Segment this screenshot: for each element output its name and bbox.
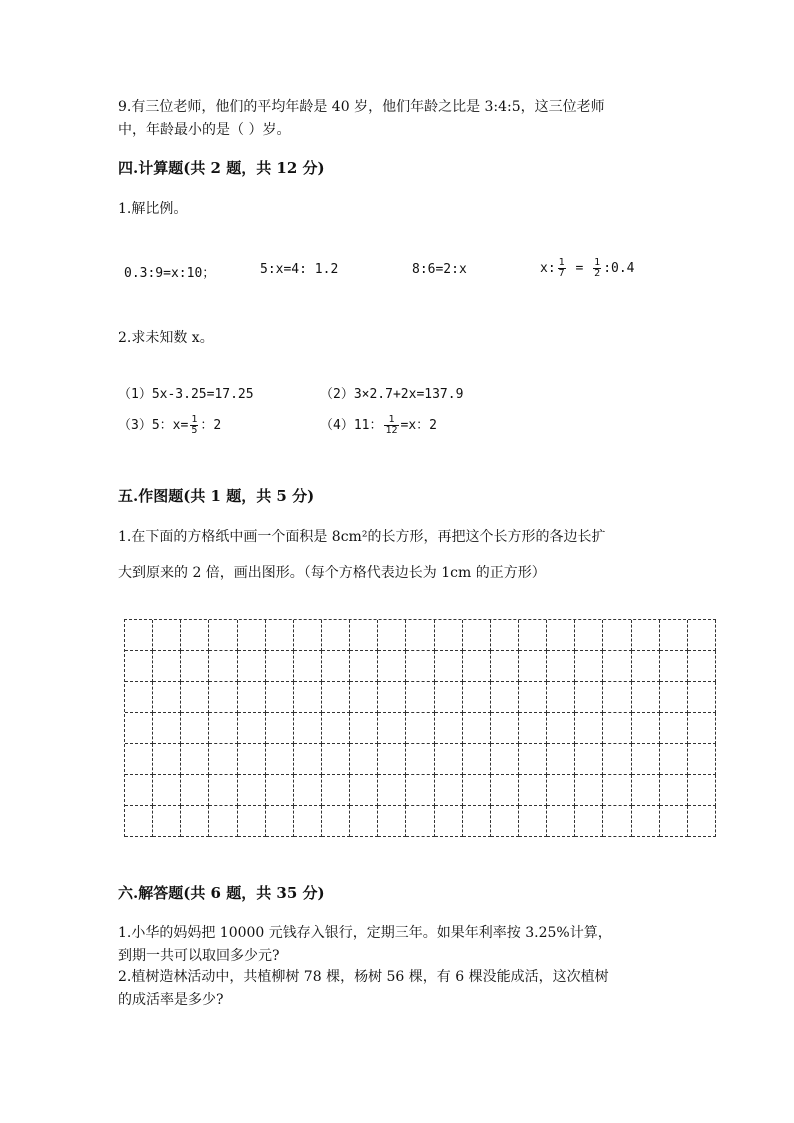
grid-cell xyxy=(660,651,688,682)
grid-cell xyxy=(435,682,463,713)
grid-cell xyxy=(266,806,294,837)
grid-cell xyxy=(632,651,660,682)
grid-cell xyxy=(378,682,406,713)
grid-cell xyxy=(153,651,181,682)
grid-cell xyxy=(350,775,378,806)
grid-cell xyxy=(435,620,463,651)
grid-cell xyxy=(294,620,322,651)
grid-cell xyxy=(603,806,631,837)
grid-cell xyxy=(350,682,378,713)
grid-cell xyxy=(519,620,547,651)
grid-cell xyxy=(294,744,322,775)
grid-cell xyxy=(491,713,519,744)
grid-cell xyxy=(238,713,266,744)
grid-cell xyxy=(266,713,294,744)
grid-cell xyxy=(603,682,631,713)
grid-cell xyxy=(294,713,322,744)
equation-1: （1）5x-3.25=17.25 xyxy=(118,387,254,402)
grid-cell xyxy=(660,713,688,744)
grid-cell xyxy=(519,713,547,744)
grid-cell xyxy=(209,682,237,713)
grid-cell xyxy=(547,713,575,744)
grid-cell xyxy=(378,806,406,837)
grid-cell xyxy=(294,651,322,682)
grid-cell xyxy=(575,651,603,682)
grid-cell xyxy=(632,620,660,651)
grid-cell xyxy=(519,651,547,682)
grid-cell xyxy=(322,744,350,775)
grid-cell xyxy=(125,682,153,713)
fraction: $\frac{1}{5}$ xyxy=(191,414,198,436)
section-6-q2-line-1: 2.植树造林活动中，共植柳树 78 棵，杨树 56 棵，有 6 棵没能成活，这次植树 xyxy=(118,969,609,985)
section-6-q1-line-1: 1.小华的妈妈把 10000 元钱存入银行，定期三年。如果年利率按 3.25%计算， xyxy=(118,925,612,941)
grid-cell xyxy=(209,713,237,744)
grid-cell xyxy=(378,620,406,651)
section-4-q2-title: 2.求未知数 x。 xyxy=(118,330,214,346)
grid-cell xyxy=(350,713,378,744)
grid-cell xyxy=(463,713,491,744)
proportion-1: 0.3:9=x:10； xyxy=(124,266,216,281)
grid-cell xyxy=(181,775,209,806)
grid-cell xyxy=(238,775,266,806)
grid-cell xyxy=(181,682,209,713)
grid-cell xyxy=(238,806,266,837)
grid-cell xyxy=(153,775,181,806)
section-5-q1-line-1: 1.在下面的方格纸中画一个面积是 8cm²的长方形，再把这个长方形的各边长扩 xyxy=(118,529,606,545)
grid-cell xyxy=(378,651,406,682)
grid-cell xyxy=(181,651,209,682)
grid-cell xyxy=(209,806,237,837)
grid-cell xyxy=(603,651,631,682)
grid-cell xyxy=(435,744,463,775)
grid-cell xyxy=(435,806,463,837)
grid-cell xyxy=(632,744,660,775)
section-6-q1-line-2: 到期一共可以取回多少元? xyxy=(118,948,280,964)
grid-cell xyxy=(153,806,181,837)
grid-cell xyxy=(688,744,716,775)
grid-cell xyxy=(688,651,716,682)
grid-cell xyxy=(350,744,378,775)
fraction: $\frac{1}{7}$ xyxy=(558,257,565,279)
grid-cell xyxy=(575,806,603,837)
grid-cell xyxy=(660,806,688,837)
grid-cell xyxy=(575,744,603,775)
grid-cell xyxy=(125,775,153,806)
grid-cell xyxy=(519,775,547,806)
grid-cell xyxy=(660,775,688,806)
grid-cell xyxy=(322,775,350,806)
grid-cell xyxy=(153,713,181,744)
section-6-heading: 六.解答题(共 6 题，共 35 分) xyxy=(118,884,325,902)
grid-cell xyxy=(463,620,491,651)
grid-cell xyxy=(322,806,350,837)
grid-cell xyxy=(350,620,378,651)
grid-cell xyxy=(632,713,660,744)
equation-2: （2）3×2.7+2x=137.9 xyxy=(320,387,464,402)
grid-cell xyxy=(181,806,209,837)
grid-cell xyxy=(491,744,519,775)
question-9-line-2: 中，年龄最小的是（ ）岁。 xyxy=(118,122,291,138)
grid-cell xyxy=(660,682,688,713)
grid-cell xyxy=(266,744,294,775)
grid-cell xyxy=(153,744,181,775)
grid-cell xyxy=(688,620,716,651)
section-6-q2-line-2: 的成活率是多少? xyxy=(118,992,224,1008)
grid-cell xyxy=(519,682,547,713)
grid-cell xyxy=(406,651,434,682)
grid-cell xyxy=(491,651,519,682)
grid-cell xyxy=(688,775,716,806)
grid-cell xyxy=(632,775,660,806)
grid-cell xyxy=(294,682,322,713)
grid-cell xyxy=(435,713,463,744)
grid-cell xyxy=(463,682,491,713)
section-4-heading: 四.计算题(共 2 题，共 12 分) xyxy=(118,159,325,177)
grid-cell xyxy=(575,682,603,713)
grid-cell xyxy=(660,620,688,651)
grid-cell xyxy=(603,620,631,651)
grid-cell xyxy=(322,682,350,713)
grid-cell xyxy=(547,682,575,713)
grid-cell xyxy=(238,620,266,651)
grid-cell xyxy=(491,775,519,806)
grid-cell xyxy=(603,713,631,744)
grid-cell xyxy=(575,775,603,806)
grid-cell xyxy=(575,620,603,651)
grid-cell xyxy=(378,744,406,775)
section-5-heading: 五.作图题(共 1 题，共 5 分) xyxy=(118,487,315,505)
grid-cell xyxy=(266,651,294,682)
grid-cell xyxy=(153,620,181,651)
grid-cell xyxy=(491,682,519,713)
section-6-q2 xyxy=(118,966,609,1012)
grid-cell xyxy=(125,806,153,837)
equation-3: （3）5：x= $\frac{1}{5}$ ：2 xyxy=(118,414,222,436)
grid-cell xyxy=(435,651,463,682)
graph-paper-grid xyxy=(124,619,716,837)
grid-cell xyxy=(209,620,237,651)
grid-cell xyxy=(547,620,575,651)
grid-cell xyxy=(575,713,603,744)
grid-cell xyxy=(378,775,406,806)
grid-cell xyxy=(688,682,716,713)
grid-cell xyxy=(463,806,491,837)
proportion-3: 8:6=2:x xyxy=(412,262,467,277)
grid-cell xyxy=(660,744,688,775)
grid-cell xyxy=(125,651,153,682)
grid-cell xyxy=(463,775,491,806)
grid-cell xyxy=(322,651,350,682)
grid-cell xyxy=(181,620,209,651)
equation-4: （4）11： $\frac{1}{12}$ =x：2 xyxy=(320,414,438,436)
grid-cell xyxy=(463,651,491,682)
section-5-q1-line-2: 大到原来的 2 倍，画出图形。（每个方格代表边长为 1cm 的正方形） xyxy=(118,565,546,581)
proportion-4: x: $\frac{1}{7}$ = $\frac{1}{2}$ :0.4 xyxy=(540,257,635,279)
section-4-q1-title: 1.解比例。 xyxy=(118,201,188,217)
grid-cell xyxy=(209,744,237,775)
grid-cell xyxy=(153,682,181,713)
grid-cell xyxy=(378,713,406,744)
grid-cell xyxy=(406,713,434,744)
grid-cell xyxy=(547,806,575,837)
grid-cell xyxy=(491,806,519,837)
grid-cell xyxy=(632,682,660,713)
grid-cell xyxy=(406,744,434,775)
proportion-2: 5:x=4: 1.2 xyxy=(260,262,339,277)
grid-cell xyxy=(547,744,575,775)
grid-cell xyxy=(125,620,153,651)
grid-cell xyxy=(603,775,631,806)
grid-cell xyxy=(688,713,716,744)
grid-cell xyxy=(547,651,575,682)
fraction: $\frac{1}{12}$ xyxy=(385,414,398,436)
grid-cell xyxy=(238,682,266,713)
grid-cell xyxy=(238,744,266,775)
grid-cell xyxy=(406,775,434,806)
grid-cell xyxy=(181,713,209,744)
question-9-line-1: 9.有三位老师，他们的平均年龄是 40 岁，他们年龄之比是 3:4:5，这三位老师 xyxy=(118,99,605,115)
grid-cell xyxy=(266,682,294,713)
grid-cell xyxy=(125,744,153,775)
grid-cell xyxy=(406,682,434,713)
grid-cell xyxy=(322,713,350,744)
grid-cell xyxy=(294,775,322,806)
grid-cell xyxy=(294,806,322,837)
grid-cell xyxy=(603,744,631,775)
grid-cell xyxy=(322,620,350,651)
grid-cell xyxy=(125,713,153,744)
grid-cell xyxy=(406,620,434,651)
grid-cell xyxy=(238,651,266,682)
grid-cell xyxy=(209,651,237,682)
grid-cell xyxy=(632,806,660,837)
grid-cell xyxy=(406,806,434,837)
question-9 xyxy=(118,96,605,142)
grid-cell xyxy=(435,775,463,806)
grid-cell xyxy=(463,744,491,775)
grid-cell xyxy=(547,775,575,806)
grid-cell xyxy=(688,806,716,837)
grid-cell xyxy=(266,620,294,651)
grid-cell xyxy=(266,775,294,806)
grid-cell xyxy=(209,775,237,806)
grid-cell xyxy=(519,806,547,837)
grid-cell xyxy=(350,651,378,682)
section-6-q1 xyxy=(118,922,612,968)
grid-cell xyxy=(519,744,547,775)
fraction: $\frac{1}{2}$ xyxy=(594,257,601,279)
grid-cell xyxy=(491,620,519,651)
grid-cell xyxy=(181,744,209,775)
grid-cell xyxy=(350,806,378,837)
